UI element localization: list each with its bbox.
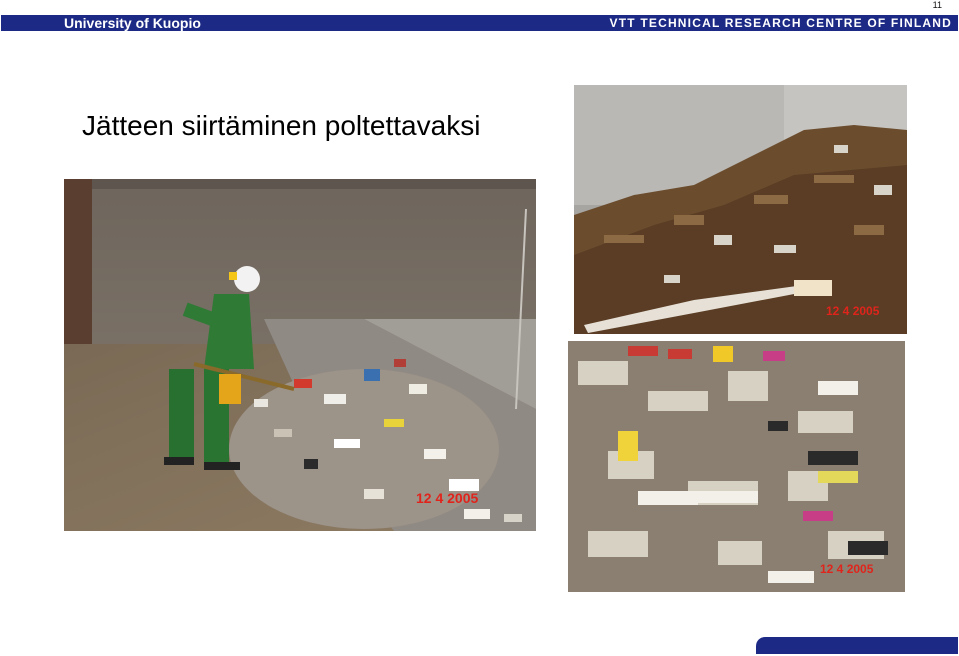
worker-shovelling-waste-photo (64, 179, 536, 531)
right-top-photo-date-stamp: 12 4 2005 (826, 304, 880, 318)
page-number: 11 (932, 0, 942, 10)
slide-title: Jätteen siirtäminen poltettavaksi (82, 110, 481, 141)
university-name: University of Kuopio (64, 15, 201, 31)
left-photo-date-stamp: 12 4 2005 (416, 490, 479, 506)
footer-bar (756, 637, 958, 654)
right-bottom-photo-date-stamp: 12 4 2005 (820, 562, 874, 576)
mixed-waste-closeup-photo (568, 341, 905, 592)
waste-heap-photo (574, 85, 907, 334)
vtt-name: VTT TECHNICAL RESEARCH CENTRE OF FINLAND (609, 16, 952, 30)
header-bar (1, 15, 958, 31)
